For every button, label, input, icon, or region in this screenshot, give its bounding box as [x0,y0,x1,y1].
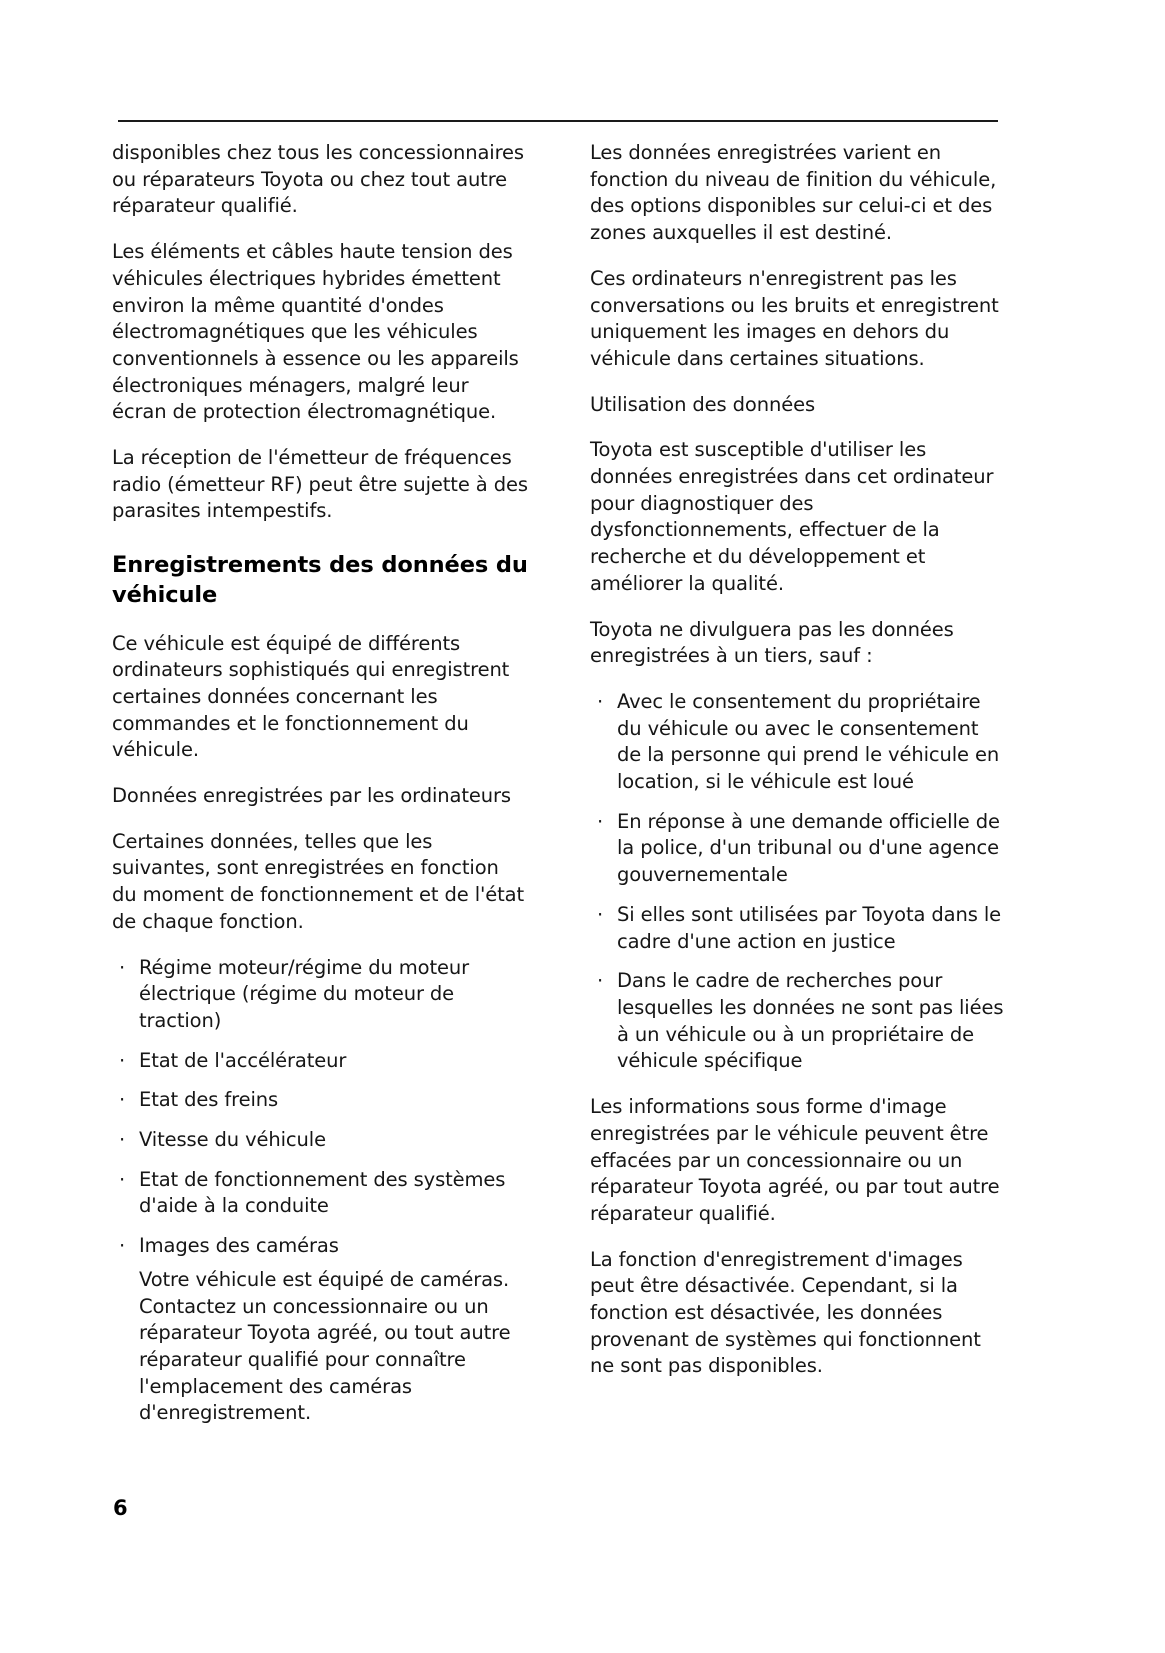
header-divider [118,120,998,122]
list-item [112,1087,528,1114]
paragraph: Les informations sous forme d'image enregistrées par le véhicule peuvent être effacées par un concessionnaire ou un réparateur Toyota agréé, ou par tout autre réparateur qualifié. [590,1095,1000,1225]
list-item [590,809,1006,889]
paragraph: Les éléments et câbles haute tension des véhicules électriques hybrides émettent environ la même quantité d'ondes électromagnétiques que les véhicules conventionnels à essence ou les appareils électroniques ménagers, malgré leur écran de protection électromagnétique. [112,240,519,424]
bullet-icon: · [119,1234,126,1258]
bullet-icon: · [119,1048,126,1072]
paragraph: La fonction d'enregistrement d'images peut être désactivée. Cependant, si la fonction est désactivée, les données provenant de systèmes qui fonctionnent ne sont pas disponibles. [590,1247,981,1378]
list-item-label: Si elles sont utilisées par Toyota dans le cadre d'une action en justice [617,902,1001,953]
bullet-icon: · [119,955,126,979]
list-item [590,968,1006,1075]
subsection-heading: Données enregistrées par les ordinateurs [112,784,511,808]
bullet-icon: · [597,689,604,713]
paragraph: Les données enregistrées varient en fonction du niveau de finition du véhicule, des options disponibles sur celui-ci et des zones auxquelles il est destiné. [590,141,997,245]
paragraph: La réception de l'émetteur de fréquences radio (émetteur RF) peut être sujette à des parasites intempestifs. [112,446,528,523]
bullet-icon: · [597,969,604,993]
paragraph: Toyota est susceptible d'utiliser les données enregistrées dans cet ordinateur pour diagnostiquer des dysfonctionnements, effectuer de la recherche et du développement et améliorer la qualité. [590,438,994,595]
paragraph: Toyota ne divulguera pas les données enregistrées à un tiers, sauf : [590,617,954,668]
list-item [112,1127,528,1154]
page-number: 6 [113,1496,128,1520]
list-item [112,1048,528,1075]
bullet-icon: · [119,1167,126,1191]
section-heading: Enregistrements des données du véhicule [112,552,528,608]
right-column [590,140,1006,1399]
camera-note: Votre véhicule est équipé de caméras. Contactez un concessionnaire ou un réparateur Toyota agréé, ou tout autre réparateur qualifié pour connaître l'emplacement des caméras d'enregistrement. [139,1267,511,1425]
bullet-icon: · [119,1088,126,1112]
list-item-label: Images des caméras [139,1234,339,1258]
list-item-label: Etat de l'accélérateur [139,1048,347,1072]
paragraph: Certaines données, telles que les suivantes, sont enregistrées en fonction du moment de fonctionnement et de l'état de chaque fonction. [112,829,525,933]
list-item [112,1167,528,1220]
recorded-data-list [112,955,528,1428]
list-item-label: Avec le consentement du propriétaire du véhicule ou avec le consentement de la personne qui prend le véhicule en location, si le véhicule est loué [617,689,1000,794]
list-item [590,689,1006,796]
paragraph: disponibles chez tous les concessionnaires ou réparateurs Toyota ou chez tout autre réparateur qualifié. [112,141,524,218]
list-item [112,1233,528,1427]
paragraph: Ce véhicule est équipé de différents ordinateurs sophistiqués qui enregistrent certaines données concernant les commandes et le fonctionnement du véhicule. [112,631,510,762]
bullet-icon: · [597,809,604,833]
disclosure-exceptions-list [590,689,1006,1075]
subsection-heading: Utilisation des données [590,392,815,416]
paragraph: Ces ordinateurs n'enregistrent pas les conversations ou les bruits et enregistrent uniquement les images en dehors du véhicule dans certaines situations. [590,266,999,370]
two-column-body [112,140,1007,1446]
bullet-icon: · [597,902,604,926]
list-item-label: Etat des freins [139,1088,279,1112]
list-item-label: Dans le cadre de recherches pour lesquelles les données ne sont pas liées à un véhicule ou à un propriétaire de véhicule spécifique [617,969,1004,1073]
list-item [112,955,528,1035]
list-item [590,902,1006,955]
list-item-label: Régime moteur/régime du moteur électrique (régime du moteur de traction) [139,955,470,1032]
bullet-icon: · [119,1128,126,1152]
list-item-label: Etat de fonctionnement des systèmes d'aide à la conduite [139,1167,506,1218]
list-item-label: Vitesse du véhicule [139,1128,326,1152]
list-item-label: En réponse à une demande officielle de la police, d'un tribunal ou d'une agence gouvernementale [617,809,1000,887]
left-column [112,140,528,1446]
